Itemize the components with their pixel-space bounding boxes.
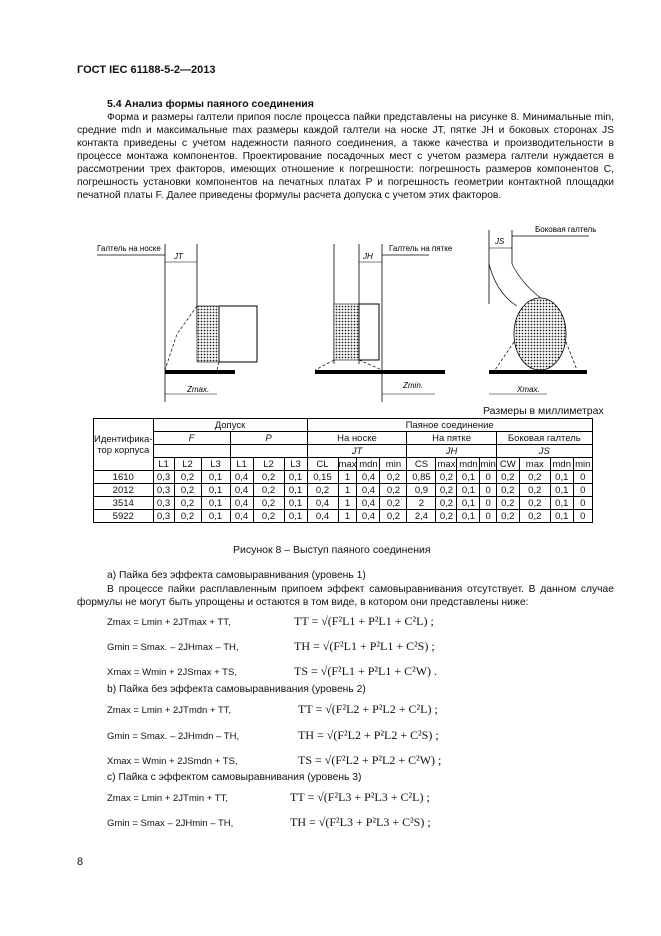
table-cell: 0,1 (284, 471, 307, 484)
table-header-jt: JT (307, 445, 407, 458)
table-column-header: L1 (230, 458, 253, 471)
table-spacer-p (230, 445, 307, 458)
formula-a3: Xmax = Wmin + 2JSmax + TS, (107, 667, 237, 678)
table-cell: 0,1 (284, 497, 307, 510)
table-cell: 0,2 (519, 497, 550, 510)
table-cell: 0,1 (550, 484, 573, 497)
table-cell: 0,85 (407, 471, 436, 484)
table-column-header: mdn (357, 458, 380, 471)
table-column-header: mdn (457, 458, 480, 471)
table-cell: 0,4 (357, 484, 380, 497)
heel-fillet-label: Галтель на пятке (389, 244, 453, 253)
table-cell: 0 (480, 510, 496, 523)
solder-fillet-figure (77, 224, 607, 404)
formula-c1: Zmax = Lmin + 2JTmin + TT, (107, 793, 228, 804)
figure-caption: Рисунок 8 – Выступ паяного соединения (233, 544, 431, 556)
table-cell: 0,1 (550, 471, 573, 484)
table-column-header: L1 (153, 458, 174, 471)
zmin-dim-label: Zmin. (403, 381, 423, 390)
jt-dim-label: JT (174, 252, 183, 261)
table-cell: 0,4 (230, 484, 253, 497)
table-header-js: JS (496, 445, 592, 458)
table-cell: 1 (338, 497, 357, 510)
table-column-header: mdn (550, 458, 573, 471)
table-column-header: max (519, 458, 550, 471)
table-row (94, 510, 593, 523)
table-spacer-f (153, 445, 230, 458)
js-dim-label: JS (495, 237, 505, 246)
formula-a2-right: TH = √(F²L1 + P²L1 + C²S) ; (294, 639, 435, 653)
table-cell: 0,4 (230, 471, 253, 484)
table-cell: 0 (573, 484, 592, 497)
formula-a1-right: TT = √(F²L1 + P²L1 + C²L) ; (294, 614, 434, 628)
table-cell: 0 (573, 471, 592, 484)
formula-a3-right: TS = √(F²L1 + P²L1 + C²W) . (294, 664, 438, 678)
intro-paragraph: Форма и размеры галтели припоя после процесса пайки представлены на рисунке 8. Минимальные min, средние mdn и максимальные max размеры каждой галтели на носке JT, пятке JH и боковых сторонах JS контакта приведены с учетом надежности паяного соединения, а также качества и производительности в процессе монтажа компонентов. Проектирование посадочных мест с учетом размера галтели нуждается в рассмотрении трех факторов, имеющих отношение к погрешности: погрешность размеров компонентов C, погрешность установки компонентов на печатных платах P и погрешность геометрии контактной площадки печатной платы F. Далее приведены формулы расчета допуска с учетом этих факторов. (77, 112, 614, 201)
page-number: 8 (77, 856, 84, 868)
table-cell: 0,1 (550, 497, 573, 510)
table-column-header: L3 (201, 458, 230, 471)
table-cell: 0,2 (380, 497, 407, 510)
table-cell: 0,4 (357, 471, 380, 484)
table-row (94, 497, 593, 510)
table-cell: 0,2 (380, 510, 407, 523)
formula-c2: Gmin = Smax – 2JHmin – TH, (107, 818, 234, 829)
table-cell: 0,4 (230, 497, 253, 510)
formula-b1: Zmax = Lmin + 2JTmdn + TT, (107, 705, 232, 716)
table-cell: 0,2 (519, 471, 550, 484)
table-cell: 1 (338, 510, 357, 523)
table-cell: 0,2 (496, 510, 519, 523)
table-cell: 0,2 (253, 510, 284, 523)
table-cell: 0,2 (519, 510, 550, 523)
formula-b2-right: TH = √(F²L2 + P²L2 + C²S) ; (298, 728, 439, 742)
table-column-header: min (480, 458, 496, 470)
table-header-f: F (153, 432, 230, 445)
table-header-p: P (230, 432, 307, 445)
table-cell: 0,1 (457, 484, 480, 497)
section-title: 5.4 Анализ формы паяного соединения (107, 98, 314, 110)
table-cell: 0,2 (436, 484, 457, 497)
table-cell: 1 (338, 484, 357, 497)
table-cell: 0,3 (153, 497, 174, 510)
table-column-header: max (338, 458, 357, 470)
table-cell: 0,2 (253, 471, 284, 484)
jh-dim-label: JH (363, 252, 373, 261)
table-cell: 5922 (94, 510, 154, 523)
table-column-header: min (380, 458, 407, 471)
table-cell: 0,1 (201, 471, 230, 484)
table-cell: 0,4 (307, 497, 338, 510)
table-cell: 0,2 (174, 510, 201, 523)
document-header: ГОСТ IEC 61188-5-2—2013 (77, 64, 216, 76)
table-cell: 0,3 (153, 510, 174, 523)
table-cell: 0,4 (357, 510, 380, 523)
table-cell: 1 (338, 471, 357, 484)
units-note: Размеры в миллиметрах (483, 405, 604, 417)
table-column-header: min (575, 458, 591, 470)
table-row (94, 484, 593, 497)
table-header-joint: Паяное соединение (307, 419, 592, 432)
zmax-dim-label: Zmax. (187, 385, 210, 394)
table-cell: 0,2 (174, 471, 201, 484)
table-cell: 0 (480, 484, 496, 497)
table-cell: 0,1 (201, 510, 230, 523)
table-column-header-row (94, 458, 593, 471)
table-column-header: CW (496, 458, 519, 471)
formula-c2-right: TH = √(F²L3 + P²L3 + C²S) ; (290, 815, 431, 829)
table-header-toe: На носке (307, 432, 407, 445)
table-cell: 0,2 (174, 484, 201, 497)
table-cell: 0 (573, 510, 592, 523)
table-row (94, 471, 593, 484)
table-cell: 0,4 (307, 510, 338, 523)
table-cell: 0,1 (457, 510, 480, 523)
table-header-side: Боковая галтель (496, 432, 592, 445)
table-cell: 0,1 (550, 510, 573, 523)
table-cell: 0,9 (407, 484, 436, 497)
formula-b1-right: TT = √(F²L2 + P²L2 + C²L) ; (298, 702, 438, 716)
table-cell: 0,3 (153, 484, 174, 497)
table-cell: 0 (573, 497, 592, 510)
table-cell: 0 (480, 471, 496, 484)
table-cell: 0,15 (307, 471, 338, 484)
table-cell: 0,1 (457, 497, 480, 510)
table-column-header: L2 (253, 458, 284, 471)
table-cell: 0,2 (436, 471, 457, 484)
table-column-header: max (437, 458, 456, 470)
table-cell: 2 (407, 497, 436, 510)
table-header-tolerance: Допуск (153, 419, 307, 432)
item-c-heading: c) Пайка с эффектом самовыравнивания (уровень 3) (107, 772, 362, 783)
table-cell: 0,1 (201, 497, 230, 510)
table-column-header: L3 (284, 458, 307, 471)
table-cell: 0,2 (174, 497, 201, 510)
table-cell: 0,2 (496, 497, 519, 510)
table-cell: 2,4 (407, 510, 436, 523)
formula-a1: Zmax = Lmin + 2JTmax + TT, (107, 617, 231, 628)
table-cell: 0,1 (284, 484, 307, 497)
table-cell: 0,3 (153, 471, 174, 484)
table-cell: 2012 (94, 484, 154, 497)
table-cell: 0,1 (201, 484, 230, 497)
toe-fillet-diagram (97, 244, 257, 402)
table-cell: 0,2 (253, 497, 284, 510)
table-cell: 0,2 (436, 497, 457, 510)
item-b-heading: b) Пайка без эффекта самовыравнивания (уровень 2) (107, 684, 366, 695)
table-cell: 3514 (94, 497, 154, 510)
item-a-text: В процессе пайки расплавленным припоем эффект самовыравнивания отсутствует. В данном случае формулы не могут быть упрощены и остаются в том виде, в котором они представлены ниже: (77, 584, 614, 608)
table-cell: 0,4 (357, 497, 380, 510)
table-header-heel: На пятке (407, 432, 496, 445)
side-fillet-diagram (489, 225, 596, 394)
table-cell: 0 (480, 497, 496, 510)
formula-b2: Gmin = Smax. – 2JHmdn – TH, (107, 731, 240, 742)
tolerance-table (93, 418, 593, 523)
table-body (94, 471, 593, 523)
table-cell: 0,2 (380, 484, 407, 497)
toe-fillet-label: Галтель на носке (97, 244, 161, 253)
table-cell: 0,2 (380, 471, 407, 484)
formula-b3: Xmax = Wmin + 2JSmdn + TS, (107, 756, 238, 767)
table-cell: 0,2 (496, 471, 519, 484)
formula-c1-right: TT = √(F²L3 + P²L3 + C²L) ; (290, 790, 430, 804)
formula-a2: Gmin = Smax. – 2JHmax – TH, (107, 642, 239, 653)
table-cell: 0,2 (436, 510, 457, 523)
table-column-header: CS (407, 458, 436, 471)
item-a-heading: а) Пайка без эффекта самовыравнивания (уровень 1) (107, 570, 366, 581)
table-header-jh: JH (407, 445, 496, 458)
side-fillet-label: Боковая галтель (535, 225, 597, 234)
table-cell: 0,4 (230, 510, 253, 523)
table-cell: 0,1 (284, 510, 307, 523)
table-cell: 0,2 (519, 484, 550, 497)
xmax-dim-label: Xmax. (517, 385, 540, 394)
table-column-header: L2 (174, 458, 201, 471)
heel-fillet-diagram (315, 244, 453, 402)
table-cell: 1610 (94, 471, 154, 484)
table-header-ident: Идентифика-тор корпуса (94, 419, 154, 471)
table-column-header: CL (307, 458, 338, 471)
table-cell: 0,2 (253, 484, 284, 497)
table-cell: 0,2 (307, 484, 338, 497)
formula-b3-right: TS = √(F²L2 + P²L2 + C²W) ; (298, 753, 442, 767)
table-cell: 0,1 (457, 471, 480, 484)
table-cell: 0,2 (496, 484, 519, 497)
